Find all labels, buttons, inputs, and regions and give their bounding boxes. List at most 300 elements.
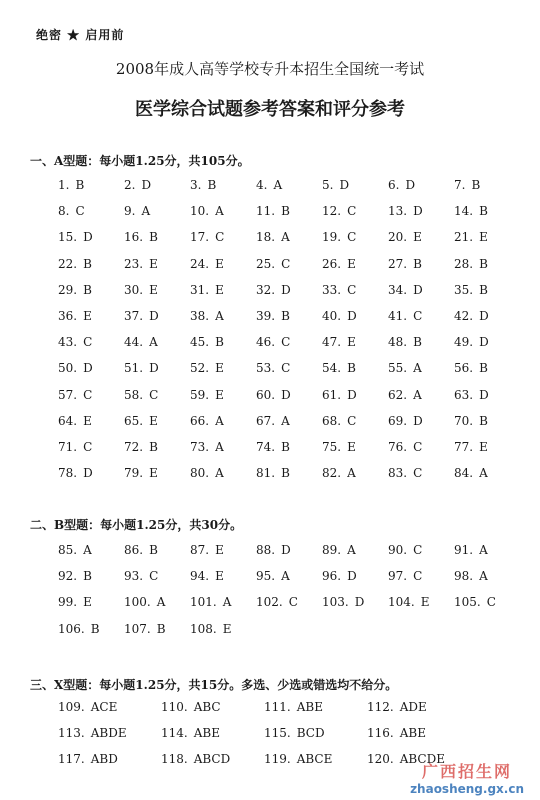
question-number: 70. — [454, 413, 474, 428]
answer-letter: D — [405, 178, 416, 192]
question-number: 2. — [124, 178, 136, 192]
answer-item — [322, 178, 349, 192]
answer-item — [256, 440, 290, 454]
answer-letter: B — [90, 621, 100, 636]
answer-item — [124, 595, 165, 609]
watermark-url: zhaosheng.gx.cn — [410, 782, 524, 796]
question-number: 3. — [190, 178, 202, 192]
question-number: 117. — [58, 752, 85, 767]
answer-item — [58, 388, 92, 402]
question-number: 114. — [161, 726, 188, 741]
section-b-heading: 二、B型题：每小题1.25分，共30分。 — [30, 518, 243, 532]
answer-item — [190, 595, 231, 609]
answer-item — [58, 257, 92, 271]
answer-item — [388, 283, 423, 297]
question-number: 67. — [256, 413, 276, 428]
answer-item — [454, 230, 488, 244]
answer-item — [388, 257, 422, 271]
answer-item — [256, 309, 290, 323]
question-number: 98. — [454, 569, 474, 584]
answer-item — [190, 204, 224, 218]
answer-letter: B — [479, 413, 488, 428]
answer-item — [322, 283, 356, 297]
answer-item — [58, 204, 85, 218]
answer-letter: C — [413, 466, 423, 481]
question-number: 97. — [388, 569, 408, 584]
question-number: 83. — [388, 466, 408, 481]
answer-letter: B — [281, 204, 290, 219]
answer-letter: A — [479, 466, 488, 481]
answer-letter: E — [149, 282, 158, 297]
answer-item — [58, 335, 92, 349]
question-number: 63. — [454, 387, 474, 402]
answer-item — [124, 361, 159, 375]
answer-letter: B — [156, 621, 166, 636]
question-number: 62. — [388, 387, 408, 402]
question-number: 36. — [58, 308, 78, 323]
answer-item — [190, 622, 231, 636]
question-number: 101. — [190, 595, 217, 610]
answer-item — [58, 569, 92, 583]
question-number: 41. — [388, 308, 408, 323]
answer-letter: E — [215, 361, 224, 376]
answer-item — [367, 726, 426, 740]
question-number: 48. — [388, 335, 408, 350]
question-number: 47. — [322, 335, 342, 350]
answer-letter: E — [413, 230, 422, 245]
question-number: 110. — [161, 700, 188, 714]
answer-letter: C — [347, 413, 357, 428]
question-number: 56. — [454, 361, 474, 376]
answer-item — [124, 388, 158, 402]
answer-item — [454, 466, 488, 480]
answer-item — [58, 752, 118, 766]
answer-letter: B — [149, 439, 158, 454]
answer-item — [124, 283, 158, 297]
question-number: 12. — [322, 204, 342, 219]
question-number: 104. — [388, 595, 415, 610]
answer-item — [190, 283, 224, 297]
question-number: 51. — [124, 361, 144, 376]
answer-letter: C — [347, 230, 357, 245]
question-number: 75. — [322, 439, 342, 454]
answer-item — [388, 543, 422, 557]
answer-item — [256, 178, 282, 192]
question-number: 86. — [124, 543, 144, 557]
answer-item — [58, 622, 100, 636]
question-number: 17. — [190, 230, 210, 245]
question-number: 82. — [322, 466, 342, 481]
answer-letter: E — [420, 595, 430, 610]
answer-letter: D — [83, 466, 93, 481]
answer-letter: C — [281, 361, 291, 376]
answer-letter: B — [149, 230, 158, 245]
question-number: 87. — [190, 543, 210, 557]
answer-letter: D — [281, 282, 291, 297]
answer-item — [58, 543, 92, 557]
answer-letter: C — [413, 308, 423, 323]
question-number: 81. — [256, 466, 276, 481]
answer-letter: D — [339, 178, 350, 192]
answer-item — [322, 204, 356, 218]
site-watermark — [410, 759, 524, 796]
answer-letter: ABCD — [193, 752, 231, 767]
answer-letter: A — [156, 595, 166, 610]
answer-letter: D — [149, 308, 159, 323]
answer-letter: ABE — [296, 700, 323, 714]
answer-letter: A — [479, 543, 488, 557]
answer-item — [256, 466, 290, 480]
answer-letter: A — [215, 308, 224, 323]
answer-item — [264, 726, 325, 740]
question-number: 116. — [367, 726, 394, 741]
answer-item — [454, 309, 489, 323]
question-number: 10. — [190, 204, 210, 219]
answer-letter: D — [413, 204, 423, 219]
answer-item — [190, 543, 224, 557]
answer-letter: E — [347, 335, 356, 350]
answer-letter: C — [486, 595, 496, 610]
question-number: 1. — [58, 178, 70, 192]
answer-letter: C — [288, 595, 298, 610]
answer-letter: ABDE — [90, 726, 127, 741]
answer-item — [322, 569, 357, 583]
answer-letter: B — [207, 178, 217, 192]
answer-item — [388, 595, 429, 609]
answer-item — [124, 230, 158, 244]
answer-item — [322, 335, 356, 349]
question-number: 112. — [367, 700, 394, 714]
answer-letter: B — [413, 256, 422, 271]
answer-item — [190, 466, 224, 480]
answer-item — [58, 414, 92, 428]
answer-letter: BCD — [296, 726, 325, 741]
answer-item — [454, 204, 488, 218]
answer-letter: ABD — [90, 752, 118, 767]
answer-letter: D — [83, 230, 93, 245]
question-number: 5. — [322, 178, 334, 192]
question-number: 57. — [58, 387, 78, 402]
answer-letter: C — [281, 335, 291, 350]
answer-letter: E — [215, 569, 224, 584]
answer-item — [322, 309, 357, 323]
question-number: 66. — [190, 413, 210, 428]
question-number: 88. — [256, 543, 276, 557]
question-number: 49. — [454, 335, 474, 350]
answer-item — [58, 283, 92, 297]
answer-item — [190, 230, 224, 244]
answer-letter: A — [413, 387, 422, 402]
answer-letter: E — [479, 230, 488, 245]
answer-letter: C — [75, 204, 85, 219]
answer-letter: E — [347, 439, 356, 454]
answer-item — [454, 440, 488, 454]
answer-letter: C — [149, 569, 159, 584]
answer-letter: C — [281, 256, 291, 271]
question-number: 21. — [454, 230, 474, 245]
question-number: 95. — [256, 569, 276, 584]
answer-letter: D — [479, 335, 489, 350]
question-number: 64. — [58, 413, 78, 428]
answer-letter: B — [83, 256, 92, 271]
question-number: 15. — [58, 230, 78, 245]
question-number: 102. — [256, 595, 283, 610]
question-number: 28. — [454, 256, 474, 271]
answer-item — [256, 569, 290, 583]
answer-letter: C — [413, 439, 423, 454]
answer-letter: B — [471, 178, 481, 192]
question-number: 27. — [388, 256, 408, 271]
answer-letter: A — [83, 543, 92, 557]
answer-item — [190, 569, 224, 583]
question-number: 60. — [256, 387, 276, 402]
question-number: 69. — [388, 413, 408, 428]
question-number: 68. — [322, 413, 342, 428]
answer-letter: A — [347, 543, 356, 557]
answer-item — [256, 543, 291, 557]
answer-item — [190, 335, 224, 349]
answer-letter: C — [347, 204, 357, 219]
answer-item — [388, 466, 422, 480]
question-number: 100. — [124, 595, 151, 610]
answer-letter: E — [479, 439, 488, 454]
question-number: 115. — [264, 726, 291, 741]
answer-letter: ABE — [193, 726, 220, 741]
question-number: 42. — [454, 308, 474, 323]
answer-letter: A — [347, 466, 356, 481]
question-number: 108. — [190, 621, 217, 636]
answer-letter: D — [354, 595, 365, 610]
question-number: 45. — [190, 335, 210, 350]
question-number: 85. — [58, 543, 78, 557]
answer-item — [124, 257, 158, 271]
question-number: 50. — [58, 361, 78, 376]
question-number: 113. — [58, 726, 85, 741]
answer-item — [388, 414, 423, 428]
answer-letter: C — [215, 230, 225, 245]
question-number: 18. — [256, 230, 276, 245]
question-number: 72. — [124, 439, 144, 454]
answer-letter: ABCDE — [399, 752, 445, 767]
question-number: 19. — [322, 230, 342, 245]
answer-letter: ABCE — [296, 752, 333, 767]
answer-item — [161, 752, 230, 766]
question-number: 77. — [454, 439, 474, 454]
section-a-heading: 一、A型题：每小题1.25分，共105分。 — [30, 154, 250, 168]
answer-letter: E — [83, 413, 92, 428]
question-number: 37. — [124, 308, 144, 323]
answer-letter: B — [215, 335, 224, 350]
question-number: 93. — [124, 569, 144, 584]
answer-item — [322, 595, 364, 609]
question-number: 26. — [322, 256, 342, 271]
question-number: 53. — [256, 361, 276, 376]
question-number: 78. — [58, 466, 78, 481]
answer-item — [161, 700, 221, 714]
question-number: 20. — [388, 230, 408, 245]
answer-item — [256, 361, 290, 375]
answer-item — [58, 230, 93, 244]
question-number: 96. — [322, 569, 342, 584]
answer-item — [322, 414, 356, 428]
answer-item — [388, 230, 422, 244]
question-number: 54. — [322, 361, 342, 376]
answer-letter: B — [83, 569, 92, 584]
question-number: 9. — [124, 204, 136, 219]
answer-item — [124, 543, 158, 557]
question-number: 34. — [388, 282, 408, 297]
answer-letter: C — [83, 387, 93, 402]
answer-item — [190, 440, 224, 454]
answer-item — [58, 361, 93, 375]
answer-letter: ABC — [193, 700, 221, 714]
question-number: 76. — [388, 439, 408, 454]
question-number: 29. — [58, 282, 78, 297]
answer-item — [454, 414, 488, 428]
answer-item — [388, 440, 422, 454]
question-number: 74. — [256, 439, 276, 454]
answer-letter: E — [149, 256, 158, 271]
question-number: 22. — [58, 256, 78, 271]
question-number: 65. — [124, 413, 144, 428]
question-number: 33. — [322, 282, 342, 297]
question-number: 24. — [190, 256, 210, 271]
question-number: 118. — [161, 752, 188, 767]
section-x-heading: 三、X型题：每小题1.25分，共15分。多选、少选或错选均不给分。 — [30, 678, 398, 692]
answer-letter: B — [149, 543, 158, 557]
question-number: 71. — [58, 439, 78, 454]
answer-item — [58, 595, 92, 609]
question-number: 107. — [124, 621, 151, 636]
answer-item — [58, 726, 127, 740]
answer-item — [454, 335, 489, 349]
answer-letter: E — [83, 595, 92, 610]
answer-letter: A — [215, 466, 224, 481]
answer-item — [388, 204, 423, 218]
answer-letter: C — [83, 439, 93, 454]
question-number: 13. — [388, 204, 408, 219]
answer-letter: A — [215, 439, 224, 454]
answer-letter: B — [479, 256, 488, 271]
answer-item — [124, 309, 159, 323]
answer-letter: D — [281, 387, 291, 402]
answer-letter: B — [281, 466, 290, 481]
answer-item — [124, 440, 158, 454]
question-number: 4. — [256, 178, 268, 192]
answer-letter: A — [281, 413, 290, 428]
question-number: 16. — [124, 230, 144, 245]
question-number: 80. — [190, 466, 210, 481]
answer-letter: A — [215, 204, 224, 219]
answer-item — [124, 178, 151, 192]
answer-letter: E — [83, 308, 92, 323]
question-number: 39. — [256, 308, 276, 323]
answer-item — [322, 388, 357, 402]
answer-item — [322, 543, 356, 557]
answer-letter: C — [83, 335, 93, 350]
answer-item — [190, 257, 224, 271]
answer-item — [190, 309, 224, 323]
answer-item — [388, 569, 422, 583]
question-number: 92. — [58, 569, 78, 584]
answer-item — [454, 361, 488, 375]
exam-title: 2008年成人高等学校专升本招生全国统一考试 — [115, 60, 425, 78]
answer-item — [256, 283, 291, 297]
answer-item — [256, 257, 290, 271]
answer-letter: C — [149, 387, 159, 402]
answer-item — [124, 622, 166, 636]
answer-letter: C — [413, 569, 423, 584]
question-number: 14. — [454, 204, 474, 219]
question-number: 32. — [256, 282, 276, 297]
answer-letter: ACE — [90, 700, 118, 714]
answer-letter: A — [281, 569, 290, 584]
answer-item — [190, 388, 224, 402]
answer-item — [454, 543, 488, 557]
answer-item — [388, 388, 422, 402]
answer-letter: D — [83, 361, 93, 376]
question-number: 103. — [322, 595, 349, 610]
question-number: 43. — [58, 335, 78, 350]
question-number: 119. — [264, 752, 291, 767]
answer-letter: D — [347, 569, 357, 584]
confidential-label: 绝密 ★ 启用前 — [36, 28, 125, 42]
answer-item — [124, 414, 158, 428]
question-number: 109. — [58, 700, 85, 714]
answer-item — [124, 569, 158, 583]
answer-letter: B — [75, 178, 85, 192]
answer-item — [124, 335, 158, 349]
answer-item — [256, 204, 290, 218]
answer-letter: D — [347, 308, 357, 323]
question-number: 30. — [124, 282, 144, 297]
answer-item — [256, 414, 290, 428]
question-number: 79. — [124, 466, 144, 481]
answer-letter: C — [347, 282, 357, 297]
question-number: 40. — [322, 308, 342, 323]
question-number: 106. — [58, 621, 85, 636]
question-number: 7. — [454, 178, 466, 192]
answer-letter: E — [215, 256, 224, 271]
answer-key-title: 医学综合试题参考答案和评分参考 — [135, 99, 405, 120]
question-number: 99. — [58, 595, 78, 610]
answer-item — [256, 335, 290, 349]
answer-letter: B — [281, 308, 290, 323]
answer-letter: D — [141, 178, 152, 192]
watermark-site-name: 广西招生网 — [422, 762, 513, 781]
answer-item — [388, 309, 422, 323]
answer-item — [388, 335, 422, 349]
answer-item — [388, 178, 415, 192]
answer-letter: E — [149, 466, 158, 481]
answer-letter: A — [141, 204, 151, 219]
question-number: 35. — [454, 282, 474, 297]
answer-item — [58, 440, 92, 454]
question-number: 38. — [190, 308, 210, 323]
answer-item — [161, 726, 220, 740]
answer-letter: B — [479, 361, 488, 376]
answer-letter: D — [413, 413, 423, 428]
question-number: 120. — [367, 752, 394, 767]
answer-item — [322, 361, 356, 375]
answer-letter: ABE — [399, 726, 426, 741]
answer-letter: D — [149, 361, 159, 376]
question-number: 111. — [264, 700, 291, 714]
answer-letter: D — [479, 387, 489, 402]
answer-item — [322, 466, 356, 480]
question-number: 46. — [256, 335, 276, 350]
answer-item — [124, 204, 150, 218]
